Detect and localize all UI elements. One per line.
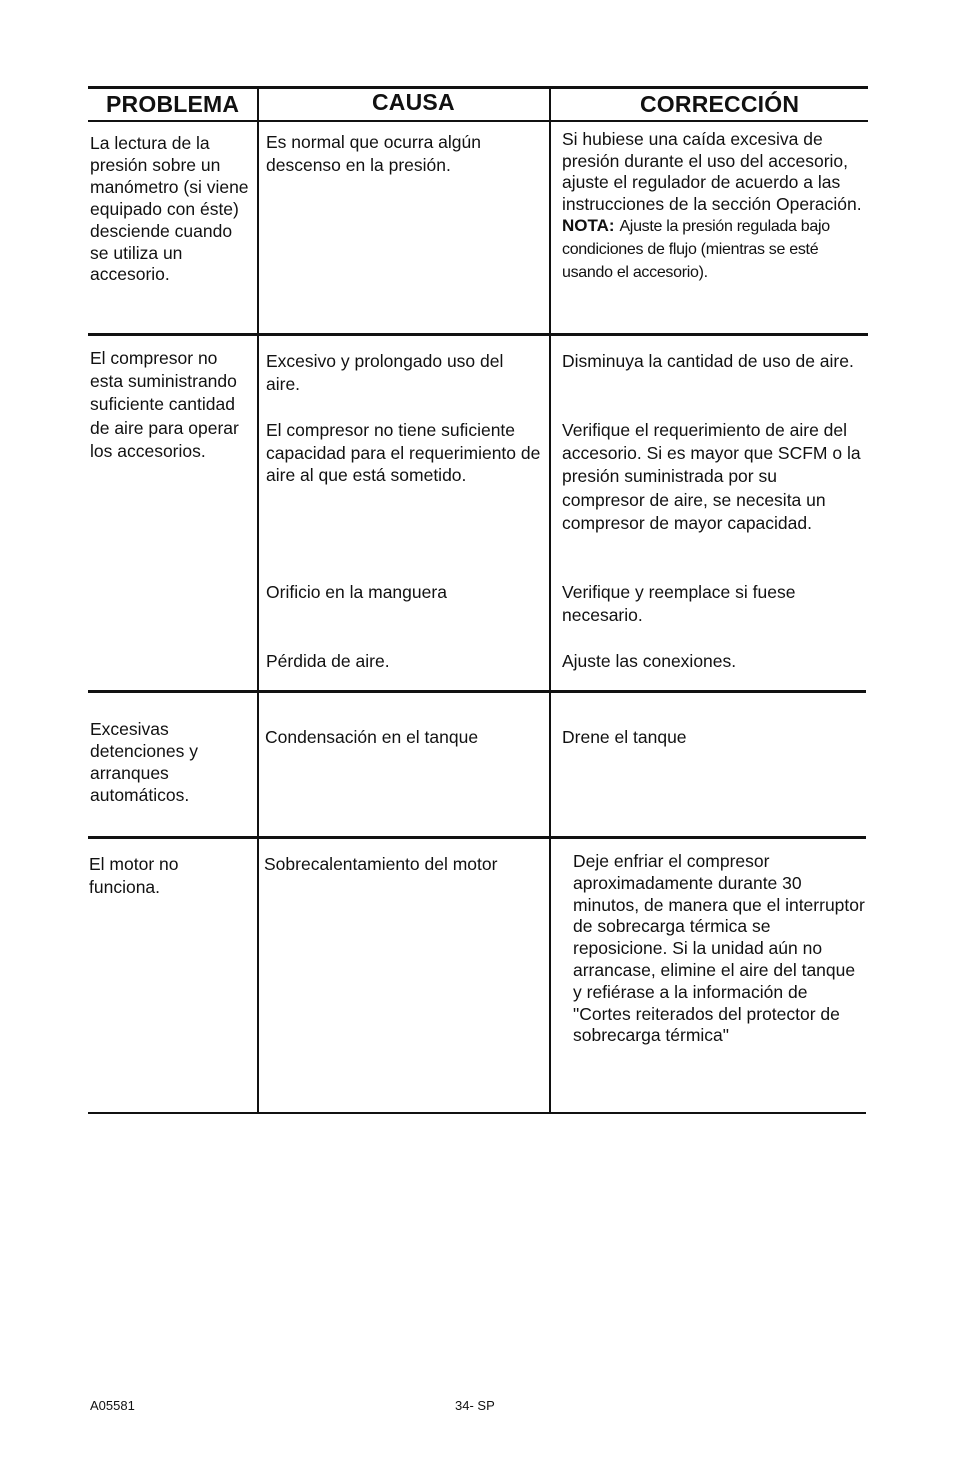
row-rule-1	[88, 333, 868, 336]
row2-correccion-2: Verifique el requerimiento de aire del accesorio. Si es mayor que SCFM o la presión suministrada por su compresor de aire, se necesita un compresor de mayor capacidad.	[562, 420, 861, 533]
row2-causa-2: El compresor no tiene suficiente capacidad para el requerimiento de aire al que está sometido.	[266, 420, 541, 485]
column-divider-2	[549, 88, 551, 1114]
header-rule	[88, 120, 868, 122]
row2-problema: El compresor no esta suministrando suficiente cantidad de aire para operar los accesorios.	[90, 348, 239, 461]
row3-causa: Condensación en el tanque	[265, 727, 479, 747]
row1-causa	[266, 131, 542, 176]
row2-correccion-3: Verifique y reemplace si fuese necesario.	[562, 582, 796, 625]
column-divider-1	[257, 88, 259, 1114]
row2-correccion-1: Disminuya la cantidad de uso de aire.	[562, 351, 854, 371]
top-rule	[88, 86, 868, 89]
row1-causa-item: Es normal que ocurra algún descenso en la presión.	[266, 132, 481, 175]
row1-correccion-text: Si hubiese una caída excesiva de presión durante el uso del accesorio, ajuste el regulador de acuerdo a las instrucciones de la sección Operación.	[562, 129, 862, 214]
row-rule-2	[88, 690, 866, 693]
row2-causa-1: Excesivo y prolongado uso del aire.	[266, 351, 504, 394]
row3-correccion: Drene el tanque	[562, 727, 687, 747]
row1-problema: La lectura de la presión sobre un manómetro (si viene equipado con éste) desciende cuando se utiliza un accesorio.	[90, 133, 249, 285]
header-causa: CAUSA	[372, 89, 455, 115]
row2-causa-3: Orificio en la manguera	[266, 582, 447, 602]
row4-problema: El motor no funciona.	[89, 854, 179, 897]
row4-correccion: Deje enfriar el compresor aproximadamente durante 30 minutos, de manera que el interruptor de sobrecarga térmica se reposicione. Si la unidad aún no arrancase, elimine el aire del tanque y refiérase a la información de "Cortes reiterados del protector de sobrecarga térmica"	[573, 851, 865, 1046]
row1-nota-label: NOTA:	[562, 216, 615, 236]
row2-causa-4: Pérdida de aire.	[266, 651, 390, 671]
header-correccion: CORRECCIÓN	[640, 91, 800, 117]
bottom-rule	[88, 1112, 866, 1114]
row2-correccion-4: Ajuste las conexiones.	[562, 651, 737, 671]
header-problema: PROBLEMA	[106, 91, 240, 117]
page-number: 34- SP	[455, 1398, 495, 1413]
row1-correccion	[562, 129, 864, 283]
row-rule-3	[88, 836, 866, 839]
row3-problema: Excesivas detenciones y arranques automáticos.	[90, 719, 198, 805]
row1-nota-text: Ajuste la presión regulada bajo condiciones de flujo (mientras se esté usando el accesorio).	[562, 218, 830, 281]
document-code: A05581	[90, 1398, 135, 1413]
row4-causa: Sobrecalentamiento del motor	[264, 854, 498, 874]
